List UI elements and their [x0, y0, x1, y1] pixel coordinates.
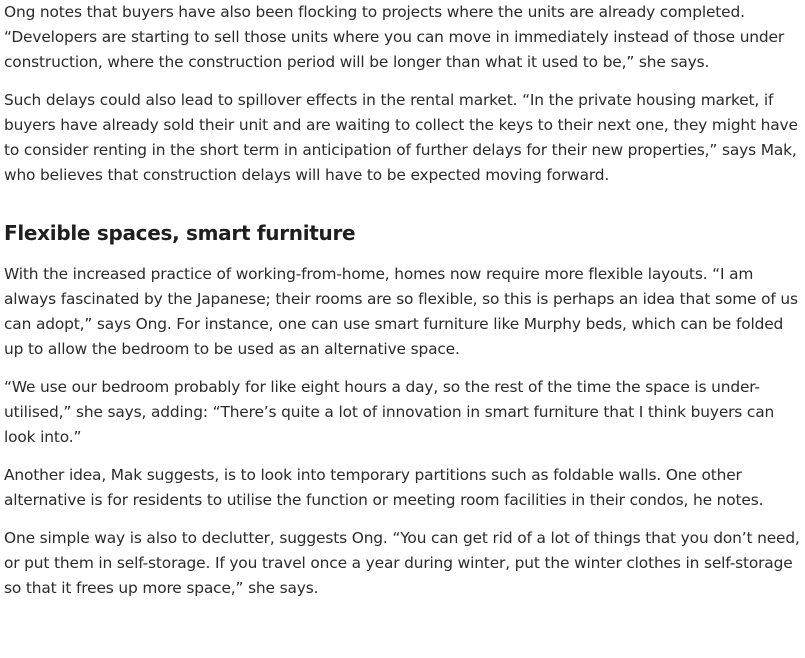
paragraph: One simple way is also to declutter, suggests Ong. “You can get rid of a lot of things that you don’t need, or put them in self-storage. If you travel once a year during winter, put the winter clothes in self-storage so that it frees up more space,” she says. — [4, 529, 800, 597]
paragraph: Such delays could also lead to spillover effects in the rental market. “In the private housing market, if buyers have already sold their unit and are waiting to collect the keys to their next one, they might have to consider renting in the short term in anticipation of further delays for their new properties,” says Mak, who believes that construction delays will have to be expected moving forward. — [4, 91, 798, 184]
paragraph: With the increased practice of working-from-home, homes now require more flexible layouts. “I am always fascinated by the Japanese; their rooms are so flexible, so this is perhaps an idea that some of us can adopt,” says Ong. For instance, one can use smart furniture like Murphy beds, which can be folded up to allow the bedroom to be used as an alternative space. — [4, 265, 798, 358]
section-heading: Flexible spaces, smart furniture — [4, 221, 356, 245]
article-body — [4, 0, 803, 614]
paragraph: Another idea, Mak suggests, is to look into temporary partitions such as foldable walls. One other alternative is for residents to utilise the function or meeting room facilities in their condos, he notes. — [4, 466, 764, 509]
paragraph: Ong notes that buyers have also been flocking to projects where the units are already completed. “Developers are starting to sell those units where you can move in immediately instead of those under construction, where the construction period will be longer than what it used to be,” she says. — [4, 3, 785, 71]
paragraph: “We use our bedroom probably for like eight hours a day, so the rest of the time the space is under-utilised,” she says, adding: “There’s quite a lot of innovation in smart furniture that I think buyers can look into.” — [4, 378, 775, 446]
